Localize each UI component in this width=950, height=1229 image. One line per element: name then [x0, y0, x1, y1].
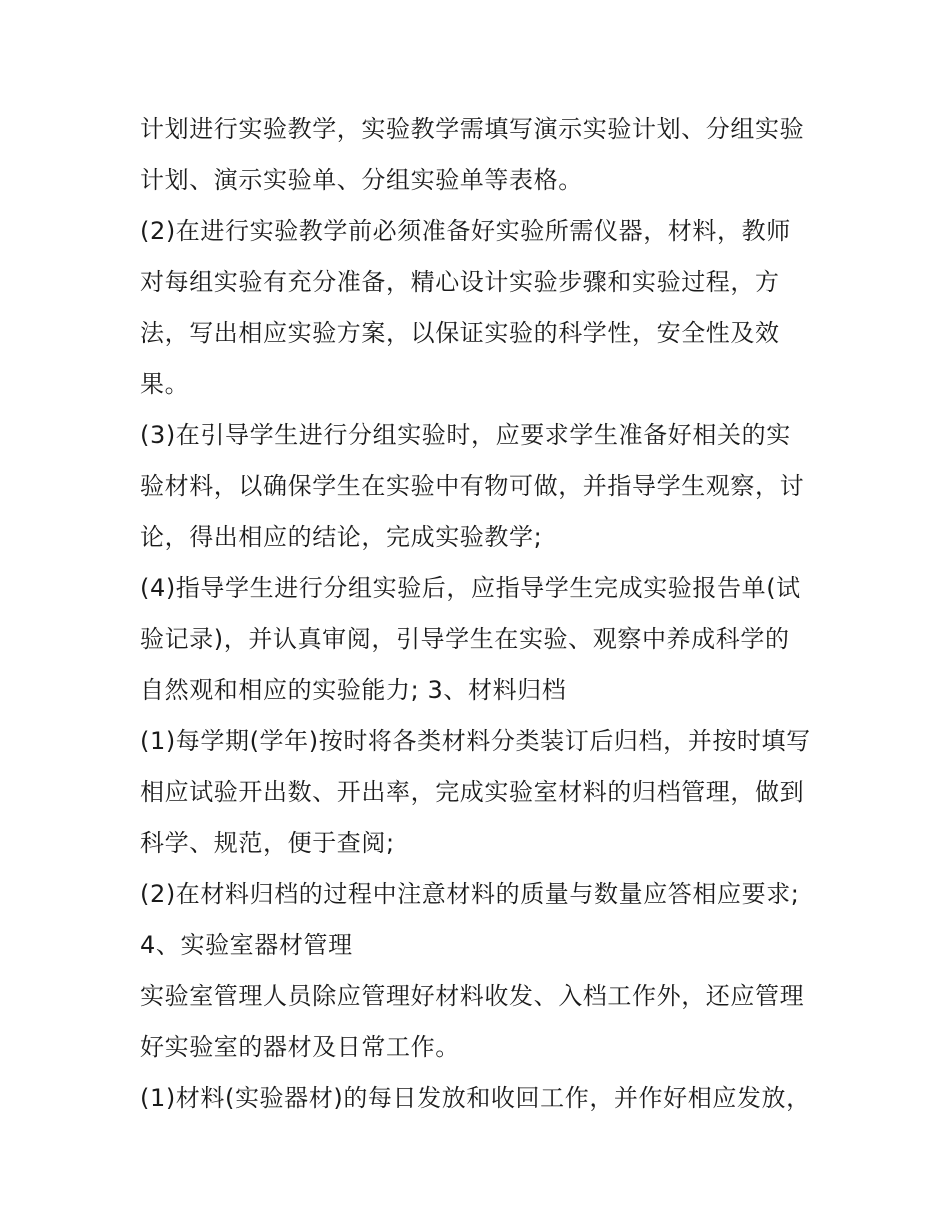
- text-line: 验记录)，并认真审阅，引导学生在实验、观察中养成科学的: [140, 625, 790, 653]
- text-line: (1)材料(实验器材)的每日发放和收回工作，并作好相应发放，: [140, 1084, 811, 1112]
- text-line: 实验室管理人员除应管理好材料收发、入档工作外，还应管理: [140, 982, 805, 1010]
- text-line: (2)在材料归档的过程中注意材料的质量与数量应答相应要求;: [140, 880, 800, 908]
- text-line: 4、实验室器材管理: [140, 931, 353, 959]
- text-line: 验材料，以确保学生在实验中有物可做，并指导学生观察，讨: [140, 472, 805, 500]
- text-line: (1)每学期(学年)按时将各类材料分类装订后归档，并按时填写: [140, 727, 811, 755]
- text-line: 法，写出相应实验方案，以保证实验的科学性，安全性及效: [140, 319, 780, 347]
- text-line: (2)在进行实验教学前必须准备好实验所需仪器，材料，教师: [140, 217, 791, 245]
- document-body: [140, 104, 815, 1124]
- text-line: 计划、演示实验单、分组实验单等表格。: [140, 166, 583, 194]
- text-line: 科学、规范，便于查阅;: [140, 829, 395, 857]
- text-line: 果。: [140, 370, 190, 398]
- text-line: (4)指导学生进行分组实验后，应指导学生完成实验报告单(试: [140, 574, 801, 602]
- text-line: 相应试验开出数、开出率，完成实验室材料的归档管理，做到: [140, 778, 805, 806]
- text-line: 好实验室的器材及日常工作。: [140, 1033, 460, 1061]
- text-line: 计划进行实验教学，实验教学需填写演示实验计划、分组实验: [140, 115, 805, 143]
- text-line: (3)在引导学生进行分组实验时，应要求学生准备好相关的实: [140, 421, 791, 449]
- text-line: 对每组实验有充分准备，精心设计实验步骤和实验过程，方: [140, 268, 780, 296]
- text-line: 自然观和相应的实验能力; 3、材料归档: [140, 676, 567, 704]
- text-line: 论，得出相应的结论，完成实验教学;: [140, 523, 543, 551]
